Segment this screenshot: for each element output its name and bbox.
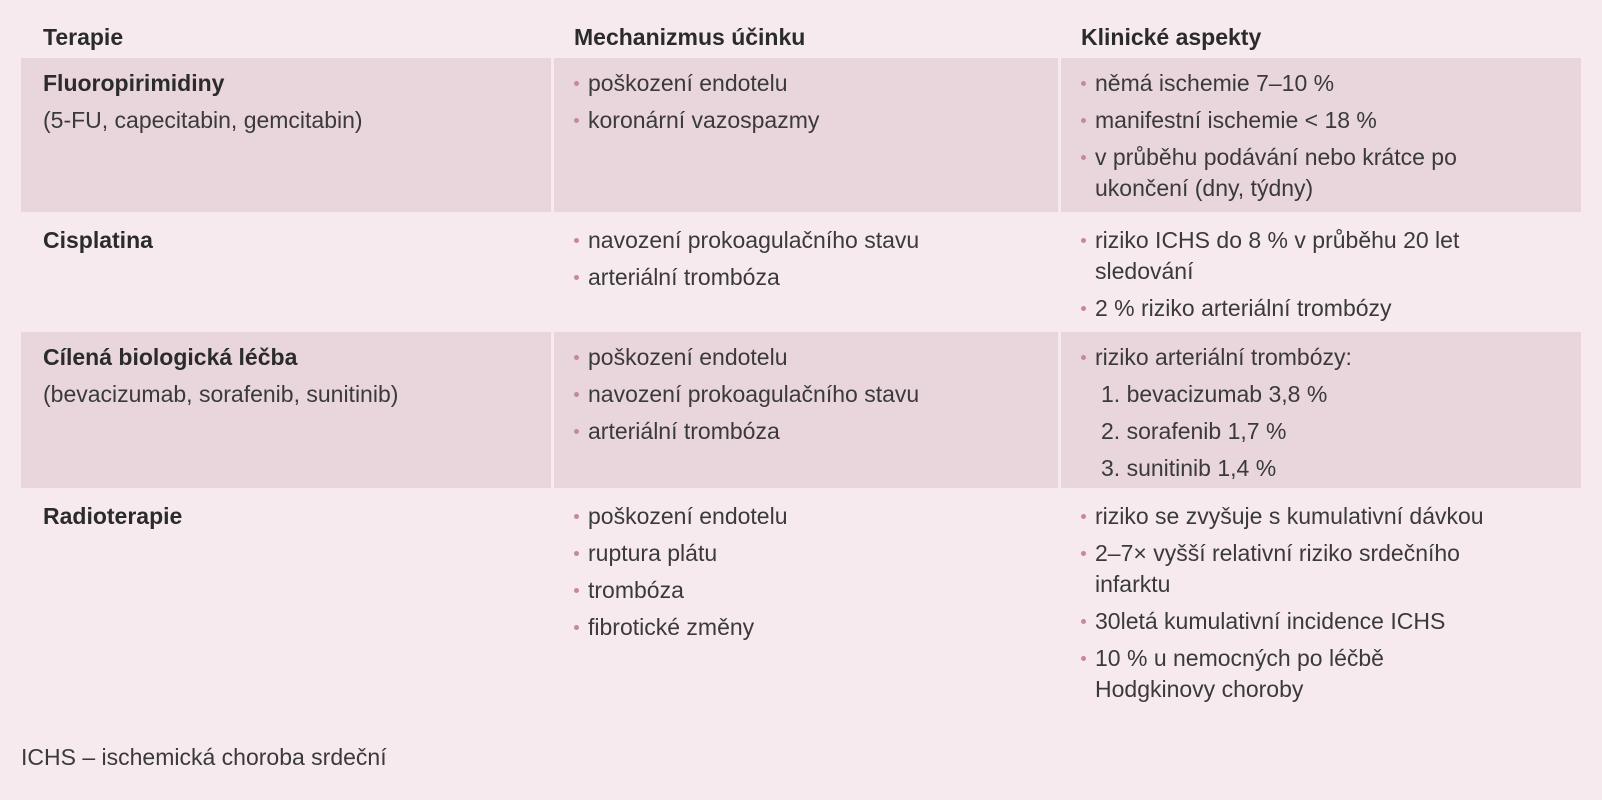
therapy-subtitle: (bevacizumab, sorafenib, sunitinib) [43, 381, 399, 407]
list-item: fibrotické změny [574, 612, 1058, 643]
bullet-icon [574, 275, 579, 280]
list-item: v průběhu podávání nebo krátce po ukončení (dny, týdny) [1081, 142, 1581, 204]
bullet-icon [1081, 514, 1086, 519]
mechanism-cell [554, 491, 1058, 716]
header-mechanism: Mechanizmus účinku [574, 24, 806, 50]
list-item: manifestní ischemie < 18 % [1081, 105, 1581, 136]
therapy-cell [21, 332, 551, 488]
list-item: riziko arteriální trombózy: [1081, 342, 1581, 373]
bullet-icon [574, 625, 579, 630]
bullet-icon [1081, 238, 1086, 243]
list-item: navození prokoagulačního stavu [574, 379, 1058, 410]
therapy-cell [21, 215, 551, 330]
list-item: 30letá kumulativní incidence ICHS [1081, 606, 1581, 637]
bullet-icon [1081, 81, 1086, 86]
bullet-icon [574, 514, 579, 519]
therapy-name: Fluoropirimidiny [43, 70, 225, 96]
bullet-icon [574, 81, 579, 86]
clinical-cell [1061, 491, 1581, 716]
list-item: 1. bevacizumab 3,8 % [1101, 381, 1328, 407]
therapy-name: Cílená biologická léčba [43, 344, 298, 370]
list-item: riziko ICHS do 8 % v průběhu 20 let sledování [1081, 225, 1581, 287]
therapy-name: Radioterapie [43, 503, 183, 529]
mechanism-cell [554, 215, 1058, 330]
bullet-icon [1081, 155, 1086, 160]
therapy-subtitle: (5-FU, capecitabin, gemcitabin) [43, 107, 363, 133]
table-row [21, 491, 1581, 716]
footnote: ICHS – ischemická choroba srdeční [21, 744, 387, 770]
bullet-icon [1081, 306, 1086, 311]
list-item: poškození endotelu [574, 501, 1058, 532]
bullet-icon [574, 588, 579, 593]
bullet-icon [574, 551, 579, 556]
bullet-icon [1081, 355, 1086, 360]
clinical-cell [1061, 215, 1581, 330]
table-header-row [21, 0, 1581, 58]
list-item: 2 % riziko arteriální trombózy [1081, 293, 1581, 324]
bullet-icon [1081, 118, 1086, 123]
header-therapy: Terapie [43, 24, 124, 50]
list-item: němá ischemie 7–10 % [1081, 68, 1581, 99]
clinical-cell [1061, 58, 1581, 212]
mechanism-cell [554, 58, 1058, 212]
list-item: riziko se zvyšuje s kumulativní dávkou [1081, 501, 1581, 532]
list-item: 2–7× vyšší relativní riziko srdečního infarktu [1081, 538, 1581, 600]
therapy-table [21, 0, 1581, 716]
list-item: 10 % u nemocných po léčbě Hodgkinovy choroby [1081, 643, 1581, 705]
bullet-icon [1081, 656, 1086, 661]
bullet-icon [574, 238, 579, 243]
clinical-cell [1061, 332, 1581, 488]
list-item: arteriální trombóza [574, 416, 1058, 447]
table-row [21, 58, 1581, 212]
therapy-name: Cisplatina [43, 227, 153, 253]
table-row [21, 215, 1581, 330]
bullet-icon [574, 429, 579, 434]
bullet-icon [1081, 619, 1086, 624]
list-item: 2. sorafenib 1,7 % [1101, 418, 1287, 444]
table-row [21, 332, 1581, 488]
list-item: poškození endotelu [574, 68, 1058, 99]
bullet-icon [1081, 551, 1086, 556]
list-item: navození prokoagulačního stavu [574, 225, 1058, 256]
bullet-icon [574, 118, 579, 123]
list-item: koronární vazospazmy [574, 105, 1058, 136]
bullet-icon [574, 355, 579, 360]
list-item: trombóza [574, 575, 1058, 606]
list-item: ruptura plátu [574, 538, 1058, 569]
therapy-cell [21, 58, 551, 212]
bullet-icon [574, 392, 579, 397]
mechanism-cell [554, 332, 1058, 488]
header-clinical: Klinické aspekty [1081, 24, 1262, 50]
list-item: poškození endotelu [574, 342, 1058, 373]
list-item: 3. sunitinib 1,4 % [1101, 455, 1277, 481]
therapy-cell [21, 491, 551, 716]
list-item: arteriální trombóza [574, 262, 1058, 293]
